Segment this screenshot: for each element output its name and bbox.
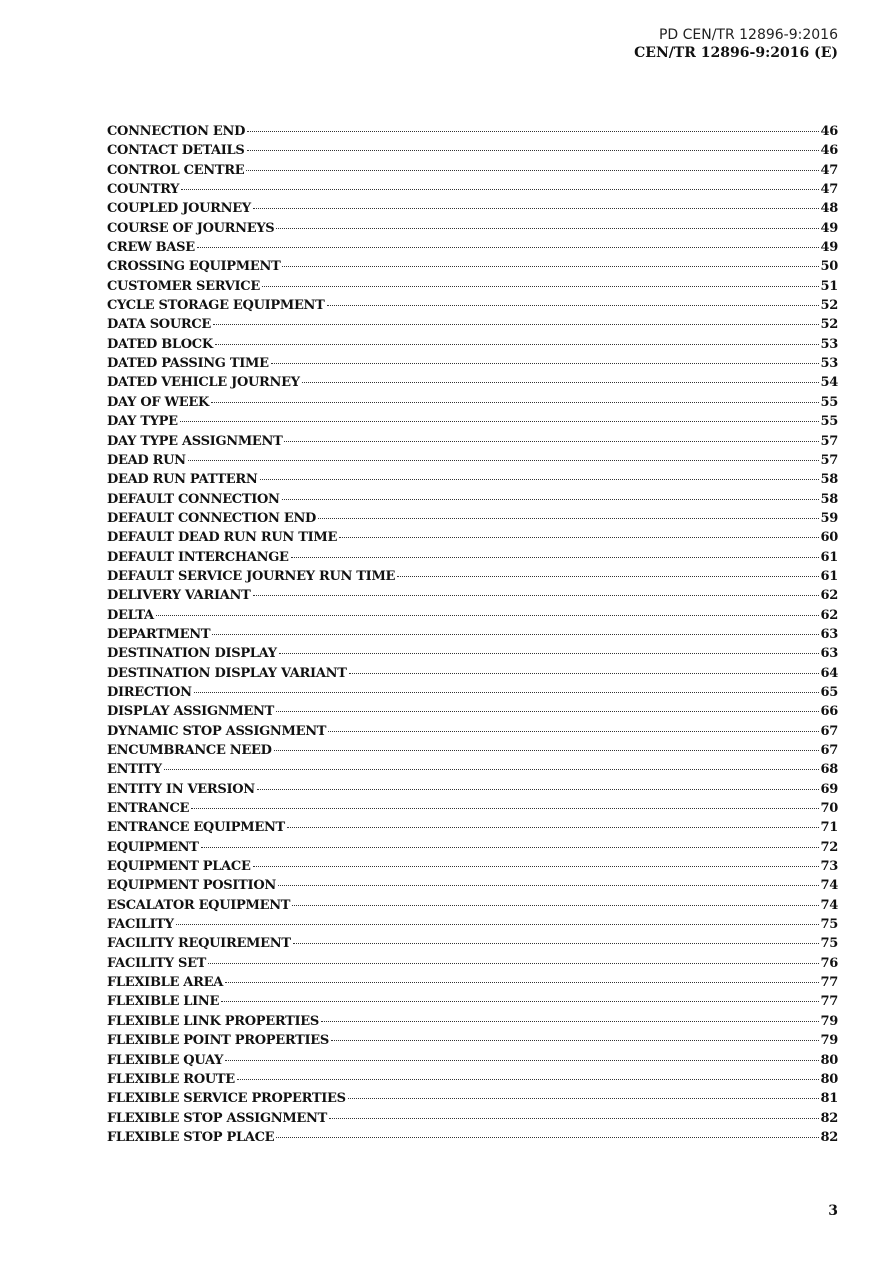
toc-entry[interactable] <box>107 627 838 646</box>
toc-entry-title: DATED PASSING TIME <box>107 356 269 372</box>
toc-dot-leader <box>260 479 819 480</box>
toc-dot-leader <box>181 189 818 190</box>
toc-entry-page: 63 <box>820 626 838 642</box>
toc-entry-page: 64 <box>820 665 838 681</box>
toc-entry-title: CONTROL CENTRE <box>107 162 245 178</box>
toc-entry-title: CONTACT DETAILS <box>107 143 245 159</box>
toc-dot-leader <box>302 382 819 383</box>
toc-entry[interactable] <box>107 801 838 820</box>
toc-entry[interactable] <box>107 182 838 201</box>
toc-entry-title: DESTINATION DISPLAY <box>107 646 277 662</box>
toc-entry-title: ESCALATOR EQUIPMENT <box>107 897 291 913</box>
toc-entry-title: DELTA <box>107 607 154 623</box>
toc-dot-leader <box>213 324 818 325</box>
toc-dot-leader <box>276 1137 818 1138</box>
toc-entry-page: 57 <box>820 433 838 449</box>
toc-entry-page: 54 <box>820 375 838 391</box>
toc-entry-title: DEFAULT INTERCHANGE <box>107 549 289 565</box>
toc-dot-leader <box>284 441 818 442</box>
toc-entry[interactable] <box>107 492 838 511</box>
toc-entry[interactable] <box>107 530 838 549</box>
toc-entry-page: 61 <box>820 549 838 565</box>
toc-entry-page: 80 <box>820 1071 838 1087</box>
toc-entry-title: DEFAULT DEAD RUN RUN TIME <box>107 530 338 546</box>
toc-dot-leader <box>271 363 819 364</box>
toc-dot-leader <box>257 789 819 790</box>
toc-entry[interactable] <box>107 1033 838 1052</box>
toc-entry[interactable] <box>107 608 838 627</box>
toc-dot-leader <box>225 1060 818 1061</box>
toc-entry-title: DIRECTION <box>107 684 192 700</box>
toc-entry[interactable] <box>107 434 838 453</box>
toc-entry-page: 79 <box>820 1033 838 1049</box>
toc-entry[interactable] <box>107 337 838 356</box>
toc-entry[interactable] <box>107 956 838 975</box>
toc-entry[interactable] <box>107 414 838 433</box>
toc-entry-page: 62 <box>820 607 838 623</box>
toc-entry-title: FACILITY <box>107 917 174 933</box>
toc-entry-page: 77 <box>820 975 838 991</box>
toc-entry[interactable] <box>107 143 838 162</box>
toc-entry-page: 63 <box>820 646 838 662</box>
toc-entry-title: FLEXIBLE AREA <box>107 975 223 991</box>
toc-entry-page: 75 <box>820 936 838 952</box>
toc-entry-title: EQUIPMENT PLACE <box>107 859 251 875</box>
document-id: PD CEN/TR 12896-9:2016 <box>658 27 838 43</box>
toc-entry[interactable] <box>107 221 838 240</box>
toc-dot-leader <box>282 266 818 267</box>
toc-entry[interactable] <box>107 1053 838 1072</box>
toc-entry-page: 47 <box>820 162 838 178</box>
toc-dot-leader <box>253 208 819 209</box>
toc-entry-title: COUPLED JOURNEY <box>107 201 251 217</box>
toc-entry-title: DEFAULT CONNECTION <box>107 491 280 507</box>
toc-dot-leader <box>329 1118 819 1119</box>
toc-entry-title: ENCUMBRANCE NEED <box>107 743 272 758</box>
toc-dot-leader <box>201 847 819 848</box>
toc-dot-leader <box>247 131 818 132</box>
toc-entry-page: 46 <box>820 124 838 139</box>
toc-dot-leader <box>215 344 819 345</box>
toc-dot-leader <box>164 769 819 770</box>
toc-entry[interactable] <box>107 569 838 588</box>
toc-dot-leader <box>348 1098 819 1099</box>
toc-dot-leader <box>293 943 819 944</box>
toc-dot-leader <box>253 595 819 596</box>
toc-entry[interactable] <box>107 685 838 704</box>
toc-dot-leader <box>212 634 818 635</box>
toc-entry[interactable] <box>107 550 838 569</box>
toc-entry-page: 73 <box>820 859 838 875</box>
toc-entry-title: FLEXIBLE LINE <box>107 994 220 1010</box>
toc-entry-page: 71 <box>820 820 838 836</box>
toc-entry-page: 52 <box>820 317 838 333</box>
toc-entry[interactable] <box>107 453 838 472</box>
toc-entry-page: 62 <box>820 588 838 604</box>
toc-entry-title: FLEXIBLE QUAY <box>107 1052 224 1068</box>
toc-entry-page: 55 <box>820 394 838 410</box>
toc-entry[interactable] <box>107 1091 838 1110</box>
toc-dot-leader <box>156 615 819 616</box>
toc-entry-page: 74 <box>820 878 838 894</box>
toc-entry-page: 75 <box>820 917 838 933</box>
toc-entry-page: 53 <box>820 356 838 372</box>
toc-dot-leader <box>262 286 819 287</box>
toc-entry-title: FLEXIBLE STOP PLACE <box>107 1129 275 1145</box>
toc-entry-title: CYCLE STORAGE EQUIPMENT <box>107 298 325 314</box>
toc-entry-title: CONNECTION END <box>107 124 246 139</box>
toc-entry-page: 70 <box>820 801 838 817</box>
toc-dot-leader <box>282 499 819 500</box>
toc-entry-page: 80 <box>820 1052 838 1068</box>
toc-dot-leader <box>279 653 819 654</box>
toc-entry[interactable] <box>107 782 838 801</box>
toc-dot-leader <box>331 1040 819 1041</box>
toc-entry[interactable] <box>107 975 838 994</box>
toc-entry-title: FACILITY SET <box>107 955 207 971</box>
toc-entry[interactable] <box>107 898 838 917</box>
toc-entry-title: FLEXIBLE POINT PROPERTIES <box>107 1033 329 1049</box>
toc-dot-leader <box>276 711 818 712</box>
toc-dot-leader <box>278 885 819 886</box>
toc-entry-page: 50 <box>820 259 838 275</box>
toc-dot-leader <box>191 808 818 809</box>
toc-entry-title: DEFAULT SERVICE JOURNEY RUN TIME <box>107 568 396 584</box>
toc-entry-page: 82 <box>820 1129 838 1145</box>
toc-entry-title: DEAD RUN <box>107 452 186 468</box>
toc-dot-leader <box>276 228 818 229</box>
toc-dot-leader <box>274 750 819 751</box>
toc-dot-leader <box>221 1001 818 1002</box>
toc-entry-title: CREW BASE <box>107 240 195 256</box>
toc-entry-page: 51 <box>820 278 838 294</box>
toc-entry-page: 69 <box>820 781 838 797</box>
toc-entry-title: DAY OF WEEK <box>107 394 210 410</box>
toc-entry-title: DESTINATION DISPLAY VARIANT <box>107 665 347 681</box>
toc-entry-title: DATA SOURCE <box>107 317 212 333</box>
toc-entry-title: CUSTOMER SERVICE <box>107 278 260 294</box>
toc-dot-leader <box>339 537 818 538</box>
toc-entry[interactable] <box>107 994 838 1013</box>
toc-dot-leader <box>318 518 819 519</box>
toc-entry[interactable] <box>107 298 838 317</box>
toc-entry-page: 68 <box>820 762 838 778</box>
document-id-english: CEN/TR 12896-9:2016 (E) <box>634 45 838 61</box>
toc-entry[interactable] <box>107 1130 838 1149</box>
toc-entry[interactable] <box>107 163 838 182</box>
toc-entry[interactable] <box>107 472 838 491</box>
toc-entry-page: 74 <box>820 897 838 913</box>
toc-entry-page: 72 <box>820 839 838 855</box>
toc-entry-page: 49 <box>820 220 838 236</box>
toc-dot-leader <box>292 905 818 906</box>
toc-entry-title: CROSSING EQUIPMENT <box>107 259 281 275</box>
toc-entry-title: EQUIPMENT POSITION <box>107 878 276 894</box>
toc-entry-title: ENTRANCE EQUIPMENT <box>107 820 285 836</box>
toc-entry-page: 48 <box>820 201 838 217</box>
toc-entry-title: ENTITY IN VERSION <box>107 781 255 797</box>
toc-entry[interactable] <box>107 240 838 259</box>
toc-entry-page: 49 <box>820 240 838 256</box>
toc-entry-page: 65 <box>820 684 838 700</box>
toc-dot-leader <box>194 692 819 693</box>
toc-dot-leader <box>291 557 819 558</box>
toc-entry-title: FACILITY REQUIREMENT <box>107 936 291 952</box>
toc-entry[interactable] <box>107 124 838 143</box>
toc-entry[interactable] <box>107 511 838 530</box>
toc-dot-leader <box>327 305 819 306</box>
toc-entry-page: 67 <box>820 723 838 739</box>
toc-dot-leader <box>287 827 819 828</box>
toc-entry[interactable] <box>107 259 838 278</box>
toc-entry[interactable] <box>107 395 838 414</box>
toc-dot-leader <box>176 924 819 925</box>
toc-entry-page: 60 <box>820 530 838 546</box>
toc-entry[interactable] <box>107 724 838 743</box>
toc-entry[interactable] <box>107 588 838 607</box>
toc-entry-page: 58 <box>820 491 838 507</box>
toc-entry-title: ENTITY <box>107 762 162 778</box>
toc-entry-page: 61 <box>820 568 838 584</box>
document-header <box>634 26 838 62</box>
toc-entry[interactable] <box>107 201 838 220</box>
page-number: 3 <box>828 1203 838 1219</box>
toc-dot-leader <box>397 576 818 577</box>
toc-dot-leader <box>180 421 819 422</box>
toc-entry-title: DEAD RUN PATTERN <box>107 472 258 488</box>
toc-entry[interactable] <box>107 279 838 298</box>
toc-entry-title: DAY TYPE ASSIGNMENT <box>107 433 283 449</box>
toc-entry-title: DISPLAY ASSIGNMENT <box>107 704 275 720</box>
toc-entry-title: EQUIPMENT <box>107 839 199 855</box>
toc-entry-title: DAY TYPE <box>107 414 178 430</box>
toc-entry[interactable] <box>107 840 838 859</box>
toc-entry[interactable] <box>107 356 838 375</box>
toc-entry[interactable] <box>107 375 838 394</box>
toc-entry-page: 67 <box>820 743 838 758</box>
toc-dot-leader <box>197 247 819 248</box>
toc-entry-title: DYNAMIC STOP ASSIGNMENT <box>107 723 327 739</box>
toc-entry-page: 79 <box>820 1013 838 1029</box>
toc-entry-page: 46 <box>820 143 838 159</box>
toc-entry-title: FLEXIBLE LINK PROPERTIES <box>107 1013 319 1029</box>
toc-entry[interactable] <box>107 917 838 936</box>
toc-entry[interactable] <box>107 1072 838 1091</box>
toc-dot-leader <box>237 1079 819 1080</box>
toc-entry[interactable] <box>107 646 838 665</box>
toc-entry[interactable] <box>107 878 838 897</box>
toc-entry[interactable] <box>107 762 838 781</box>
toc-entry-title: DELIVERY VARIANT <box>107 588 251 604</box>
toc-entry[interactable] <box>107 317 838 336</box>
toc-entry[interactable] <box>107 859 838 878</box>
toc-entry[interactable] <box>107 666 838 685</box>
toc-entry-title: DEPARTMENT <box>107 626 211 642</box>
toc-entry-title: DATED BLOCK <box>107 336 213 352</box>
toc-entry-title: ENTRANCE <box>107 801 190 817</box>
toc-entry[interactable] <box>107 936 838 955</box>
toc-dot-leader <box>246 170 818 171</box>
toc-entry-page: 53 <box>820 336 838 352</box>
toc-dot-leader <box>208 963 818 964</box>
toc-dot-leader <box>247 150 819 151</box>
toc-entry-page: 52 <box>820 298 838 314</box>
toc-entry-page: 59 <box>820 510 838 526</box>
toc-entry-title: FLEXIBLE STOP ASSIGNMENT <box>107 1110 327 1126</box>
toc-dot-leader <box>253 866 819 867</box>
toc-entry[interactable] <box>107 1111 838 1130</box>
toc-entry[interactable] <box>107 820 838 839</box>
table-of-contents <box>107 124 838 1149</box>
toc-dot-leader <box>321 1021 819 1022</box>
toc-entry-title: FLEXIBLE SERVICE PROPERTIES <box>107 1091 346 1107</box>
toc-entry-page: 76 <box>820 955 838 971</box>
toc-entry-title: FLEXIBLE ROUTE <box>107 1071 235 1087</box>
toc-dot-leader <box>349 673 819 674</box>
toc-dot-leader <box>211 402 818 403</box>
toc-dot-leader <box>225 982 819 983</box>
toc-entry[interactable] <box>107 1014 838 1033</box>
toc-dot-leader <box>188 460 819 461</box>
toc-entry-title: COURSE OF JOURNEYS <box>107 220 275 236</box>
toc-entry[interactable] <box>107 743 838 762</box>
toc-entry-title: COUNTRY <box>107 182 180 198</box>
toc-entry-title: DATED VEHICLE JOURNEY <box>107 375 300 391</box>
toc-dot-leader <box>328 731 818 732</box>
toc-entry-page: 58 <box>820 472 838 488</box>
toc-entry-title: DEFAULT CONNECTION END <box>107 510 316 526</box>
toc-entry-page: 55 <box>820 414 838 430</box>
toc-entry-page: 47 <box>820 182 838 198</box>
toc-entry-page: 82 <box>820 1110 838 1126</box>
toc-entry-page: 57 <box>820 452 838 468</box>
toc-entry[interactable] <box>107 704 838 723</box>
toc-entry-page: 81 <box>820 1091 838 1107</box>
toc-entry-page: 77 <box>820 994 838 1010</box>
toc-entry-page: 66 <box>820 704 838 720</box>
